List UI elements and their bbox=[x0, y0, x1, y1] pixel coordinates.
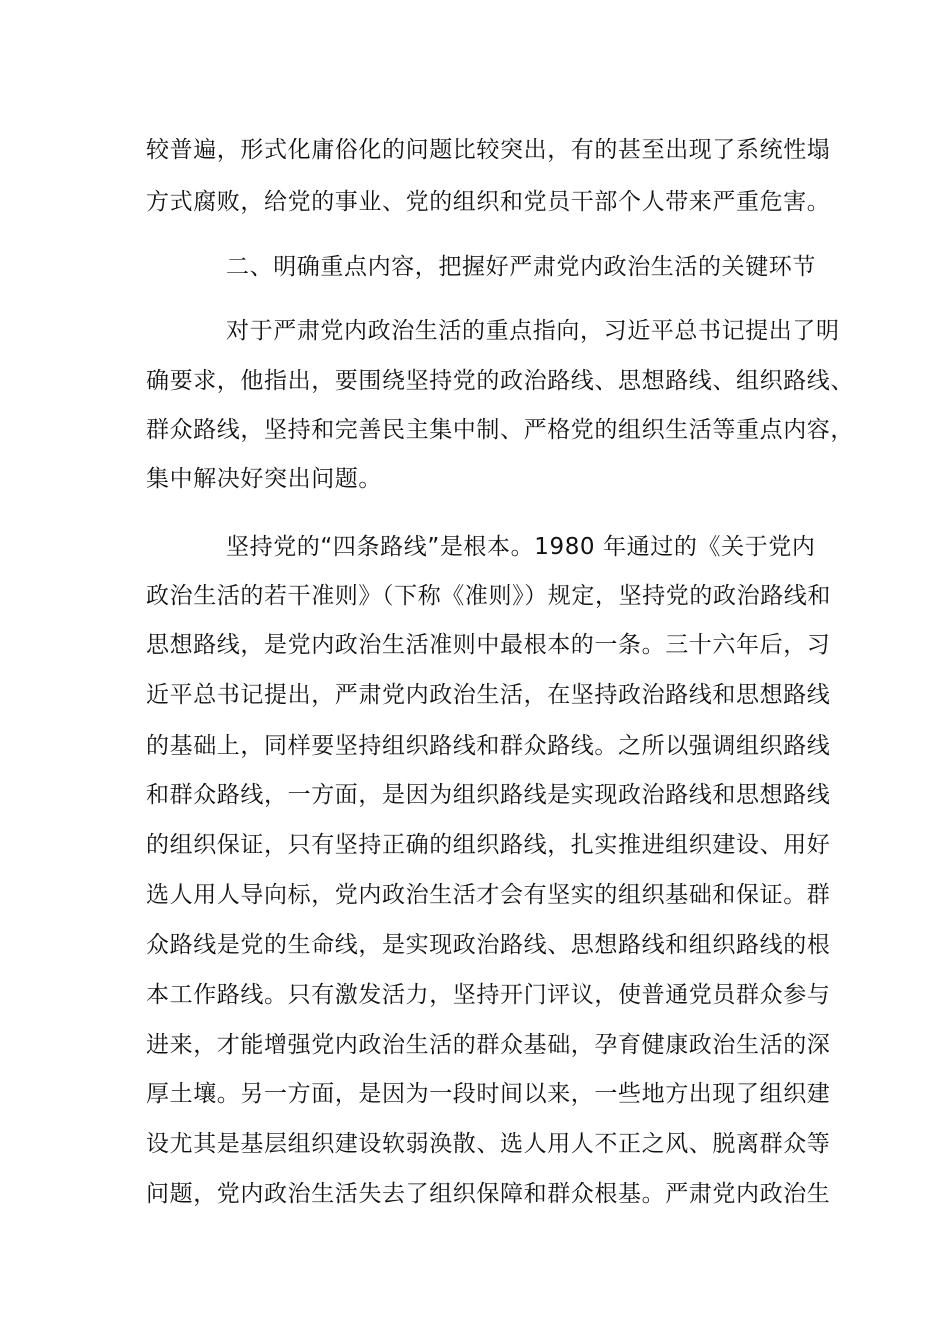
text-line-6: 群众路线，坚持和完善民主集中制、严格党的组织生活等重点内容， bbox=[146, 417, 854, 443]
text-line-14: 的组织保证，只有坚持正确的组织路线，扎实推进组织建设、用好 bbox=[146, 832, 831, 858]
text-line-2: 方式腐败，给党的事业、党的组织和党员干部个人带来严重危害。 bbox=[146, 189, 831, 215]
text-line-5: 确要求，他指出，要围绕坚持党的政治路线、思想路线、组织路线、 bbox=[146, 368, 854, 394]
text-line-10: 思想路线，是党内政治生活准则中最根本的一条。三十六年后，习 bbox=[146, 632, 831, 658]
text-line-16: 众路线是党的生命线，是实现政治路线、思想路线和组织路线的根 bbox=[146, 932, 831, 958]
text-line-19: 厚土壤。另一方面，是因为一段时间以来，一些地方出现了组织建 bbox=[146, 1081, 831, 1107]
text-line-4: 对于严肃党内政治生活的重点指向，习近平总书记提出了明 bbox=[226, 318, 840, 344]
text-line-21: 问题，党内政治生活失去了组织保障和群众根基。严肃党内政治生 bbox=[146, 1181, 831, 1207]
text-line-17: 本工作路线。只有激发活力，坚持开门评议，使普通党员群众参与 bbox=[146, 982, 831, 1008]
text-line-8: 坚持党的“四条路线”是根本。1980 年通过的《关于党内 bbox=[226, 534, 816, 560]
text-line-7: 集中解决好突出问题。 bbox=[146, 466, 382, 492]
section-heading: 二、明确重点内容，把握好严肃党内政治生活的关键环节 bbox=[226, 254, 816, 280]
text-line-12: 的基础上，同样要坚持组织路线和群众路线。之所以强调组织路线 bbox=[146, 733, 831, 759]
text-line-11: 近平总书记提出，严肃党内政治生活，在坚持政治路线和思想路线 bbox=[146, 682, 831, 708]
text-line-1: 较普遍，形式化庸俗化的问题比较突出，有的甚至出现了系统性塌 bbox=[146, 137, 831, 163]
text-line-15: 选人用人导向标，党内政治生活才会有坚实的组织基础和保证。群 bbox=[146, 882, 831, 908]
text-line-18: 进来，才能增强党内政治生活的群众基础，孕育健康政治生活的深 bbox=[146, 1032, 831, 1058]
text-line-13: 和群众路线，一方面，是因为组织路线是实现政治路线和思想路线 bbox=[146, 782, 831, 808]
text-line-9: 政治生活的若干准则》（下称《准则》）规定，坚持党的政治路线和 bbox=[146, 583, 831, 609]
text-line-20: 设尤其是基层组织建设软弱涣散、选人用人不正之风、脱离群众等 bbox=[146, 1131, 831, 1157]
